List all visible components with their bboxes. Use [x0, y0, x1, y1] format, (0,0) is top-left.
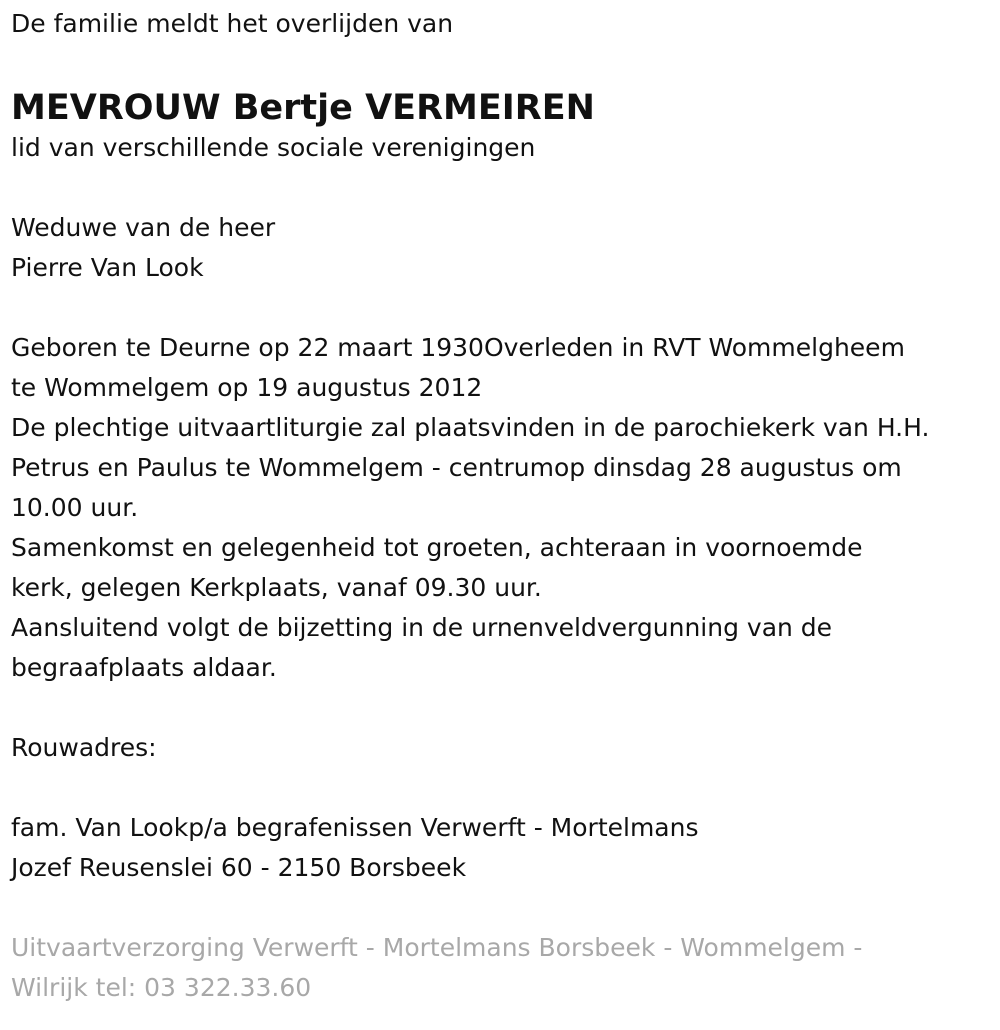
- spacer: [11, 168, 991, 208]
- details-line: Aansluitend volgt de bijzetting in de urnenveldvergunning van de: [11, 613, 833, 642]
- obituary-notice: [11, 4, 991, 1008]
- funeral-details: [11, 328, 991, 688]
- deceased-subtitle: lid van verschillende sociale verenigingen: [11, 133, 536, 162]
- footer-line-2: Wilrijk tel: 03 322.33.60: [11, 973, 312, 1002]
- details-line: 10.00 uur.: [11, 493, 139, 522]
- details-line: begraafplaats aldaar.: [11, 653, 277, 682]
- deceased-name: MEVROUW Bertje VERMEIREN: [11, 88, 595, 128]
- details-line: De plechtige uitvaartliturgie zal plaatsvinden in de parochiekerk van H.H.: [11, 413, 930, 442]
- spacer: [11, 288, 991, 328]
- address-line-1: fam. Van Lookp/a begrafenissen Verwerft - Mortelmans: [11, 813, 699, 842]
- details-line: kerk, gelegen Kerkplaats, vanaf 09.30 uur.: [11, 573, 542, 602]
- spacer: [11, 768, 991, 808]
- footer-line-1: Uitvaartverzorging Verwerft - Mortelmans Borsbeek - Wommelgem -: [11, 933, 863, 962]
- intro-text: De familie meldt het overlijden van: [11, 9, 454, 38]
- address-line-2: Jozef Reusenslei 60 - 2150 Borsbeek: [11, 853, 467, 882]
- details-line: Samenkomst en gelegenheid tot groeten, achteraan in voornoemde: [11, 533, 863, 562]
- details-line: Geboren te Deurne op 22 maart 1930Overleden in RVT Wommelgheem: [11, 333, 905, 362]
- spacer: [11, 688, 991, 728]
- details-line: Petrus en Paulus te Wommelgem - centrumop dinsdag 28 augustus om: [11, 453, 902, 482]
- details-line: te Wommelgem op 19 augustus 2012: [11, 373, 483, 402]
- spacer: [11, 888, 991, 928]
- address-label: Rouwadres:: [11, 733, 157, 762]
- widow-line-2: Pierre Van Look: [11, 253, 204, 282]
- widow-line-1: Weduwe van de heer: [11, 213, 276, 242]
